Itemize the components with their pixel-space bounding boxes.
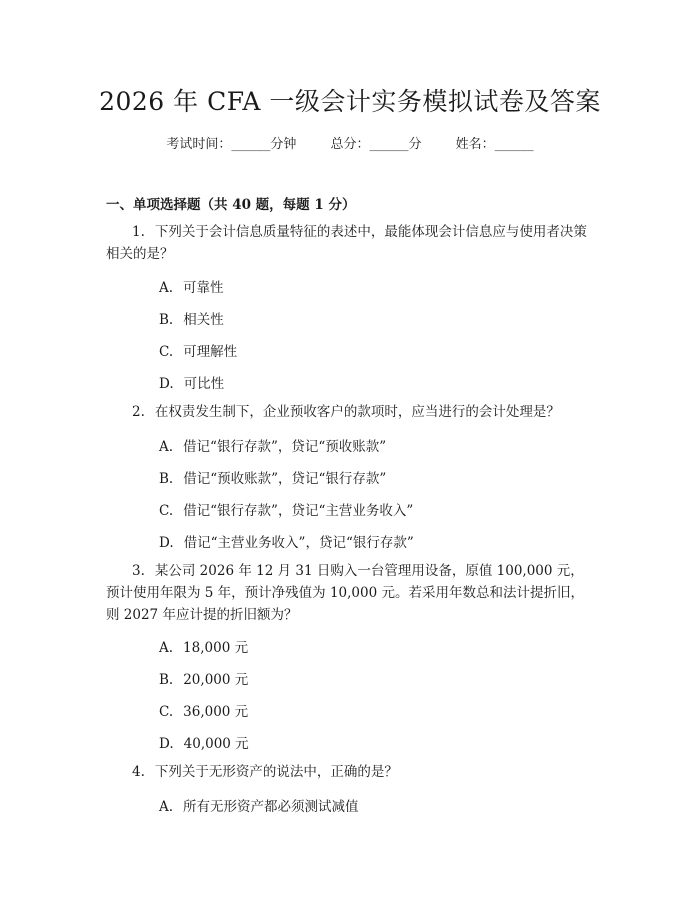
option-letter: A. <box>159 439 174 455</box>
option-letter: B. <box>159 672 174 688</box>
total-score-field: 总分：______分 <box>330 137 422 152</box>
question-4 <box>106 761 596 783</box>
question-1-option-c <box>159 340 237 360</box>
option-letter: B. <box>159 312 174 328</box>
question-1 <box>106 221 596 265</box>
option-text: 借记“银行存款”，贷记“预收账款” <box>183 439 387 455</box>
question-1-option-a <box>159 276 224 296</box>
question-2-option-a <box>159 435 386 455</box>
question-number: 3. <box>132 563 145 579</box>
option-letter: C. <box>159 704 174 720</box>
option-text: 可比性 <box>183 376 225 392</box>
question-number: 2. <box>132 404 145 420</box>
option-letter: D. <box>159 535 174 551</box>
name-field: 姓名：______ <box>455 137 534 152</box>
question-2 <box>106 401 596 423</box>
question-text: 下列关于会计信息质量特征的表述中，最能体现会计信息应与使用者决策相关的是？ <box>106 224 587 262</box>
question-4-option-a <box>159 795 359 815</box>
question-3-option-c <box>159 700 248 720</box>
question-3-option-a <box>159 636 248 656</box>
question-number: 4. <box>132 764 145 780</box>
question-3-option-d <box>159 732 249 752</box>
question-1-option-d <box>159 372 224 392</box>
option-letter: A. <box>159 280 174 296</box>
option-text: 36,000 元 <box>183 704 249 720</box>
option-text: 40,000 元 <box>183 736 249 752</box>
question-2-option-d <box>159 531 414 551</box>
question-number: 1. <box>132 224 145 240</box>
option-letter: A. <box>159 799 174 815</box>
question-text: 某公司 2026 年 12 月 31 日购入一台管理用设备，原值 100,000 元，预计使用年限为 5 年，预计净残值为 10,000 元。若采用年数总和法计提折旧，则 2027 年应计提的折旧额为？ <box>106 563 584 623</box>
exam-time-field: 考试时间：______分钟 <box>166 137 297 152</box>
page-title: 2026 年 CFA 一级会计实务模拟试卷及答案 <box>99 87 601 116</box>
exam-info <box>0 133 700 152</box>
question-1-option-b <box>159 308 224 328</box>
question-text: 在权责发生制下，企业预收客户的款项时，应当进行的会计处理是？ <box>154 404 560 420</box>
option-text: 可靠性 <box>183 280 224 296</box>
option-text: 相关性 <box>183 312 224 328</box>
option-letter: C. <box>159 344 174 360</box>
option-letter: B. <box>159 471 174 487</box>
option-letter: A. <box>159 640 174 656</box>
option-text: 借记“预收账款”，贷记“银行存款” <box>183 471 387 487</box>
question-2-option-b <box>159 467 386 487</box>
question-3-option-b <box>159 668 248 688</box>
section-title: 一、单项选择题（共 40 题，每题 1 分） <box>106 197 356 213</box>
option-text: 可理解性 <box>183 344 238 360</box>
option-letter: D. <box>159 736 174 752</box>
option-text: 18,000 元 <box>183 640 249 656</box>
option-text: 借记“主营业务收入”，贷记“银行存款” <box>183 535 414 551</box>
option-letter: D. <box>159 376 174 392</box>
question-3 <box>106 560 596 626</box>
question-text: 下列关于无形资产的说法中，正确的是？ <box>154 764 398 780</box>
option-text: 20,000 元 <box>183 672 249 688</box>
option-text: 借记“银行存款”，贷记“主营业务收入” <box>183 503 414 519</box>
option-text: 所有无形资产都必须测试减值 <box>183 799 359 815</box>
question-2-option-c <box>159 499 413 519</box>
option-letter: C. <box>159 503 174 519</box>
